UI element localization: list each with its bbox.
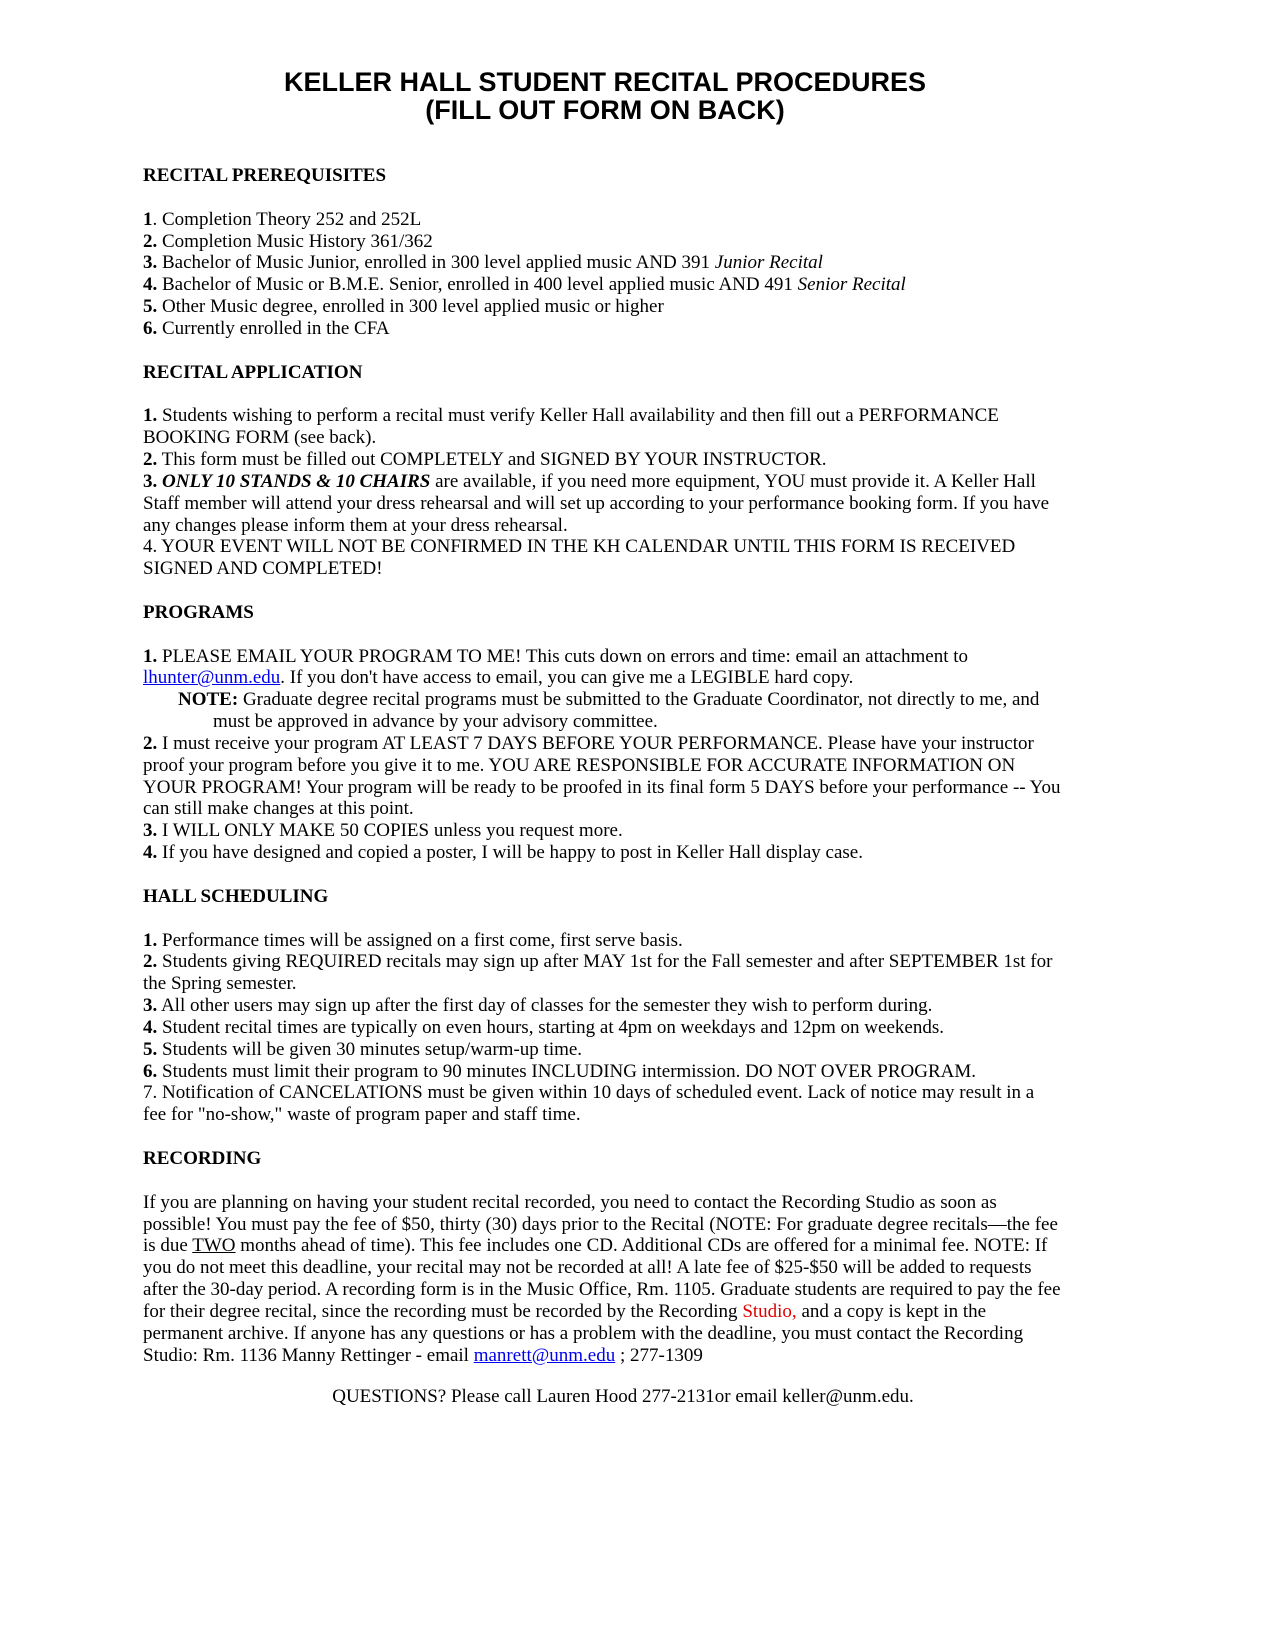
text-run: Senior Recital xyxy=(797,274,906,296)
section-recital-prerequisites xyxy=(143,165,1061,340)
text-run: I must receive your program AT LEAST 7 DAYS BEFORE YOUR PERFORMANCE. Please have your instructor proof your program before you give it to me. YOU ARE RESPONSIBLE FOR ACCURATE INFORMATION ON YOUR PROGRAM! Your program will be ready to be proofed in its final form 5 DAYS before your performance -- You can still make changes at this point. xyxy=(143,732,1061,820)
text-run: TWO xyxy=(192,1235,236,1257)
text-run: 2. xyxy=(143,732,158,754)
list-item xyxy=(143,231,1061,253)
text-run: Other Music degree, enrolled in 300 level applied music or higher xyxy=(157,296,664,318)
text-run: PLEASE EMAIL YOUR PROGRAM TO ME! This cuts down on errors and time: email an attachment to xyxy=(157,645,969,667)
text-run: 4. YOUR EVENT WILL NOT BE CONFIRMED IN THE KH CALENDAR UNTIL THIS FORM IS RECEIVED SIGNED AND COMPLETED! xyxy=(143,536,1016,580)
text-run: Student recital times are typically on even hours, starting at 4pm on weekdays and 12pm on weekends. xyxy=(157,1016,944,1038)
list-item xyxy=(143,646,1061,690)
list-item xyxy=(143,1082,1061,1126)
text-run: 3. xyxy=(143,995,158,1017)
list-item xyxy=(143,252,1061,274)
text-run: 2. xyxy=(143,230,158,252)
list-item xyxy=(143,1061,1061,1083)
document-title xyxy=(0,68,1210,124)
text-run: All other users may sign up after the first day of classes for the semester they wish to perform during. xyxy=(157,995,933,1017)
text-run: 3. xyxy=(143,470,158,492)
list-item xyxy=(143,995,1061,1017)
text-run: Students wishing to perform a recital must verify Keller Hall availability and then fill out a PERFORMANCE BOOKING FORM (see back). xyxy=(143,405,999,449)
text-run: Studio, xyxy=(742,1300,797,1322)
list-item xyxy=(143,471,1061,537)
text-run: 1. xyxy=(143,929,158,951)
text-run: 4. xyxy=(143,274,158,296)
text-run: NOTE: xyxy=(178,689,239,711)
text-run: Students will be given 30 minutes setup/warm-up time. xyxy=(157,1038,583,1060)
text-run: If you have designed and copied a poster, I will be happy to post in Keller Hall display case. xyxy=(157,842,863,864)
email-link[interactable]: manrett@unm.edu xyxy=(473,1344,616,1366)
section-heading: PROGRAMS xyxy=(143,601,254,623)
list-item xyxy=(143,930,1061,952)
text-run: . Completion Theory 252 and 252L xyxy=(152,208,422,230)
text-run: Bachelor of Music Junior, enrolled in 300 level applied music AND 391 xyxy=(157,252,715,274)
list-item xyxy=(143,209,1061,231)
list-item xyxy=(143,296,1061,318)
list-item xyxy=(143,1039,1061,1061)
text-run: and a copy is kept in the permanent archive. If anyone has any questions or has a problem with the deadline, you must contact the Recording Studio: Rm. 1136 Manny Rettinger - email xyxy=(143,1300,1024,1366)
text-run: ONLY 10 STANDS & 10 CHAIRS xyxy=(162,470,431,492)
email-link[interactable]: lhunter@unm.edu xyxy=(143,667,281,689)
text-run: Graduate degree recital programs must be submitted to the Graduate Coordinator, not directly to me, and must be approved in advance by your advisory committee. xyxy=(213,689,1040,733)
text-run: 5. xyxy=(143,1038,158,1060)
section-programs xyxy=(143,602,1061,864)
text-run: 2. xyxy=(143,951,158,973)
text-run: 3. xyxy=(143,252,158,274)
list-item xyxy=(143,1017,1061,1039)
text-run: Students giving REQUIRED recitals may sign up after MAY 1st for the Fall semester and after SEPTEMBER 1st for the Spring semester. xyxy=(143,951,1053,995)
text-run: Students must limit their program to 90 minutes INCLUDING intermission. DO NOT OVER PROGRAM. xyxy=(157,1060,976,1082)
section-recording xyxy=(143,1148,1061,1366)
text-run: Bachelor of Music or B.M.E. Senior, enrolled in 400 level applied music AND 491 xyxy=(157,274,798,296)
title-line-2: (FILL OUT FORM ON BACK) xyxy=(425,95,785,125)
text-run: Currently enrolled in the CFA xyxy=(157,317,390,339)
section-heading: RECITAL PREREQUISITES xyxy=(143,165,387,186)
title-line-1: KELLER HALL STUDENT RECITAL PROCEDURES xyxy=(283,67,927,97)
list-item xyxy=(143,733,1061,820)
text-run: Performance times will be assigned on a first come, first serve basis. xyxy=(157,929,683,951)
questions-contact-line: QUESTIONS? Please call Lauren Hood 277-2131or email keller@unm.edu. xyxy=(332,1386,914,1407)
list-item xyxy=(143,1192,1061,1367)
text-run: 2. xyxy=(143,448,158,470)
text-run: Completion Music History 361/362 xyxy=(157,230,433,252)
text-run: 4. xyxy=(143,1016,158,1038)
text-run: 4. xyxy=(143,842,158,864)
list-item xyxy=(143,405,1061,449)
text-run: 5. xyxy=(143,296,158,318)
text-run: ; 277-1309 xyxy=(615,1344,703,1366)
text-run: months ahead of time). This fee includes one CD. Additional CDs are offered for a minimal fee. NOTE: If you do not meet this deadline, your recital may not be recorded at all! A late fee of $25-$50 will be added to requests after the 30-day period. A recording form is in the Music Office, Rm. 1105. Graduate students are required to pay the fee for their degree recital, since the recording must be recorded by the Recording xyxy=(143,1235,1061,1322)
text-run: are available, if you need more equipment, YOU must provide it. A Keller Hall Staff member will attend your dress rehearsal and will set up according to your performance booking form. If you have any changes please inform them at your dress rehearsal. xyxy=(143,470,1050,536)
section-recital-application xyxy=(143,362,1061,580)
section-heading: RECORDING xyxy=(143,1147,262,1169)
text-run: 1 xyxy=(143,208,153,230)
text-run: 1. xyxy=(143,645,158,667)
list-item xyxy=(143,318,1061,340)
document-body xyxy=(143,165,1061,1388)
text-run: . If you don't have access to email, you can give me a LEGIBLE hard copy. xyxy=(280,667,854,689)
text-run: 6. xyxy=(143,317,158,339)
list-item xyxy=(143,274,1061,296)
list-item xyxy=(143,449,1061,471)
text-run: 1. xyxy=(143,405,158,427)
text-run: This form must be filled out COMPLETELY and SIGNED BY YOUR INSTRUCTOR. xyxy=(157,448,827,470)
section-heading: RECITAL APPLICATION xyxy=(143,361,363,383)
text-run: 3. xyxy=(143,820,158,842)
list-item xyxy=(143,951,1061,995)
list-item xyxy=(143,820,1061,842)
list-item xyxy=(143,842,1061,864)
section-heading: HALL SCHEDULING xyxy=(143,885,329,907)
text-run: 6. xyxy=(143,1060,158,1082)
text-run: 7. Notification of CANCELATIONS must be given within 10 days of scheduled event. Lack of notice may result in a fee for "no-show," waste of program paper and staff time. xyxy=(143,1082,1035,1126)
list-item xyxy=(143,536,1061,580)
text-run: I WILL ONLY MAKE 50 COPIES unless you request more. xyxy=(157,820,623,842)
note-paragraph xyxy=(143,689,1061,733)
text-run: If you are planning on having your student recital recorded, you need to contact the Recording Studio as soon as possible! You must pay the fee of $50, thirty (30) days prior to the Recital (NOTE: For graduate degree recitals—the fee is due xyxy=(143,1191,1058,1257)
section-hall-scheduling xyxy=(143,886,1061,1126)
text-run: Junior Recital xyxy=(714,252,823,274)
